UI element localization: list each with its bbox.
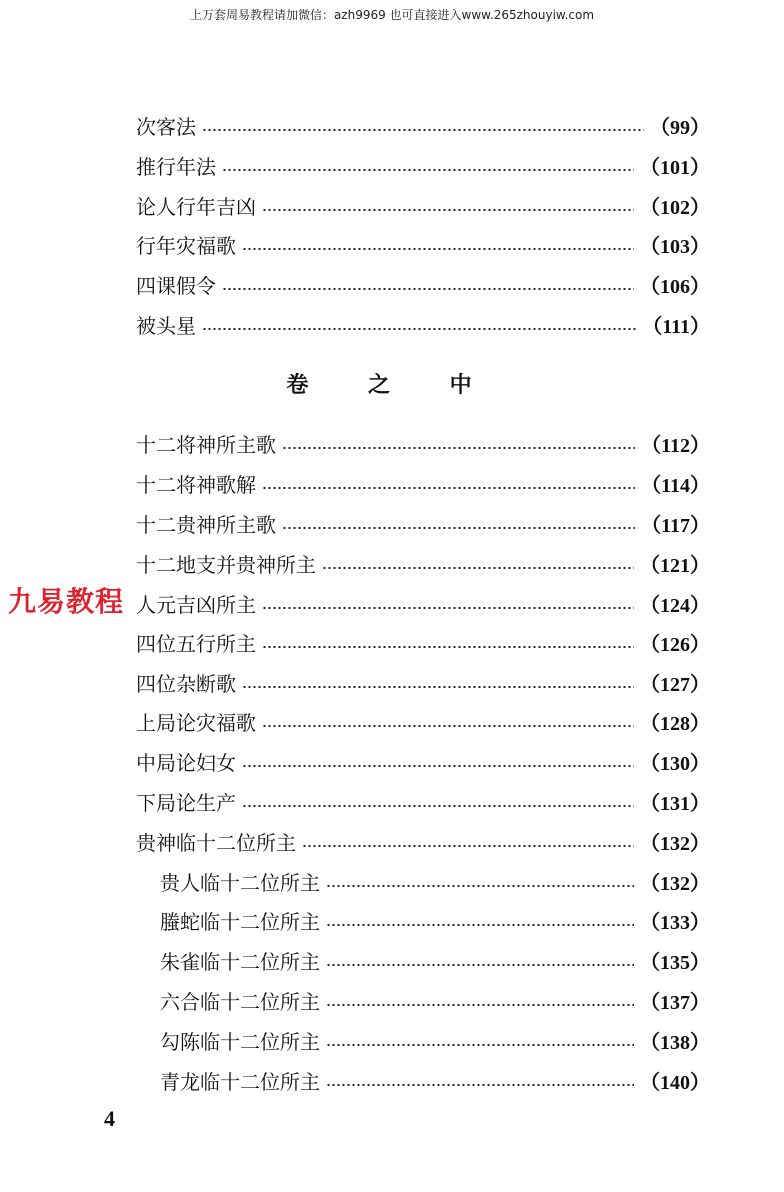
toc-entry-title: 四位五行所主 — [136, 631, 256, 656]
toc-leader-dots — [262, 725, 634, 727]
toc-leader-dots — [202, 129, 644, 131]
toc-entry-page: （132） — [640, 832, 710, 855]
toc-entry-page: （135） — [640, 951, 710, 974]
toc-entry-page: （127） — [640, 673, 710, 696]
toc-entry-title: 十二将神所主歌 — [136, 432, 276, 457]
toc-entry-page: （102） — [640, 196, 710, 219]
toc-entry-title: 十二贵神所主歌 — [136, 512, 276, 537]
toc-entry-title: 上局论灾福歌 — [136, 710, 256, 735]
toc-entry — [136, 190, 710, 220]
toc-entry — [136, 667, 710, 697]
toc-entry — [136, 468, 710, 498]
toc-entry-title: 朱雀临十二位所主 — [160, 949, 320, 974]
toc-leader-dots — [282, 527, 635, 529]
toc-leader-dots — [262, 607, 634, 609]
toc-leader-dots — [326, 1004, 634, 1006]
toc-entry-title: 行年灾福歌 — [136, 233, 236, 258]
toc-entry-page: （112） — [641, 434, 710, 457]
toc-leader-dots — [222, 288, 634, 290]
toc-entry — [136, 627, 710, 657]
toc-subentry — [160, 945, 710, 975]
toc-subentry — [160, 866, 710, 896]
toc-leader-dots — [282, 447, 635, 449]
toc-leader-dots — [322, 567, 634, 569]
toc-entry-page: （121） — [640, 554, 710, 577]
toc-entry-page: （106） — [640, 275, 710, 298]
toc-subentry — [160, 1025, 710, 1055]
toc-entry-page: （126） — [640, 633, 710, 656]
page-header: 上万套周易教程请加微信：azh9969 也可直接进入www.265zhouyiw.com — [189, 8, 595, 22]
toc-entry — [136, 746, 710, 776]
toc-entry-page: （117） — [641, 514, 710, 537]
toc-entry — [136, 428, 710, 458]
toc-entry-page: （130） — [640, 752, 710, 775]
toc-entry-page: （114） — [641, 474, 710, 497]
toc-entry-title: 论人行年吉凶 — [136, 194, 256, 219]
toc-entry-page: （138） — [640, 1031, 710, 1054]
toc-leader-dots — [326, 885, 634, 887]
toc-entry-page: （132） — [640, 872, 710, 895]
toc-leader-dots — [242, 248, 634, 250]
toc-leader-dots — [242, 765, 634, 767]
toc-entry-title: 次客法 — [136, 114, 196, 139]
toc-leader-dots — [262, 646, 634, 648]
toc-leader-dots — [326, 964, 634, 966]
toc-leader-dots — [262, 487, 635, 489]
page-number: 4 — [104, 1106, 115, 1131]
toc-leader-dots — [262, 209, 634, 211]
toc-entry — [136, 229, 710, 259]
toc-entry — [136, 150, 710, 180]
toc-entry — [136, 508, 710, 538]
section-heading: 卷 之 中 — [286, 373, 498, 398]
toc-entry-title: 推行年法 — [136, 154, 216, 179]
toc-leader-dots — [326, 1084, 634, 1086]
toc-leader-dots — [242, 805, 634, 807]
toc-entry-page: （133） — [640, 911, 710, 934]
toc-entry-title: 下局论生产 — [136, 790, 236, 815]
toc-subentry — [160, 985, 710, 1015]
toc-entry — [136, 548, 710, 578]
toc-leader-dots — [326, 924, 634, 926]
toc-subentry — [160, 905, 710, 935]
toc-entry-title: 勾陈临十二位所主 — [160, 1029, 320, 1054]
toc-entry-title: 青龙临十二位所主 — [160, 1069, 320, 1094]
toc-entry-title: 贵人临十二位所主 — [160, 870, 320, 895]
toc-entry-title: 被头星 — [136, 313, 196, 338]
toc-entry-title: 十二地支并贵神所主 — [136, 552, 316, 577]
toc-entry-page: （124） — [640, 594, 710, 617]
toc-leader-dots — [326, 1044, 634, 1046]
toc-entry-page: （140） — [640, 1071, 710, 1094]
toc-entry-page: （99） — [650, 116, 710, 139]
toc-entry — [136, 269, 710, 299]
toc-entry-title: 四位杂断歌 — [136, 671, 236, 696]
toc-entry-page: （101） — [640, 156, 710, 179]
toc-entry-title: 人元吉凶所主 — [136, 592, 256, 617]
toc-entry-title: 四课假令 — [136, 273, 216, 298]
toc-entry — [136, 309, 710, 339]
toc-entry — [136, 706, 710, 736]
toc-entry-title: 贵神临十二位所主 — [136, 830, 296, 855]
toc-entry-page: （137） — [640, 991, 710, 1014]
toc-subentry — [160, 1065, 710, 1095]
toc-entry — [136, 588, 710, 618]
toc-leader-dots — [222, 169, 634, 171]
toc-entry-page: （111） — [642, 315, 710, 338]
watermark-text: 九易教程 — [8, 585, 125, 618]
toc-entry — [136, 786, 710, 816]
toc-entry — [136, 826, 710, 856]
toc-entry-title: 十二将神歌解 — [136, 472, 256, 497]
toc-entry-title: 中局论妇女 — [136, 750, 236, 775]
toc-leader-dots — [202, 328, 636, 330]
toc-entry-page: （103） — [640, 235, 710, 258]
toc-leader-dots — [302, 845, 634, 847]
toc-entry-page: （128） — [640, 712, 710, 735]
toc-entry-title: 六合临十二位所主 — [160, 989, 320, 1014]
toc-entry-page: （131） — [640, 792, 710, 815]
toc-entry-title: 螣蛇临十二位所主 — [160, 909, 320, 934]
toc-entry — [136, 110, 710, 140]
toc-leader-dots — [242, 686, 634, 688]
